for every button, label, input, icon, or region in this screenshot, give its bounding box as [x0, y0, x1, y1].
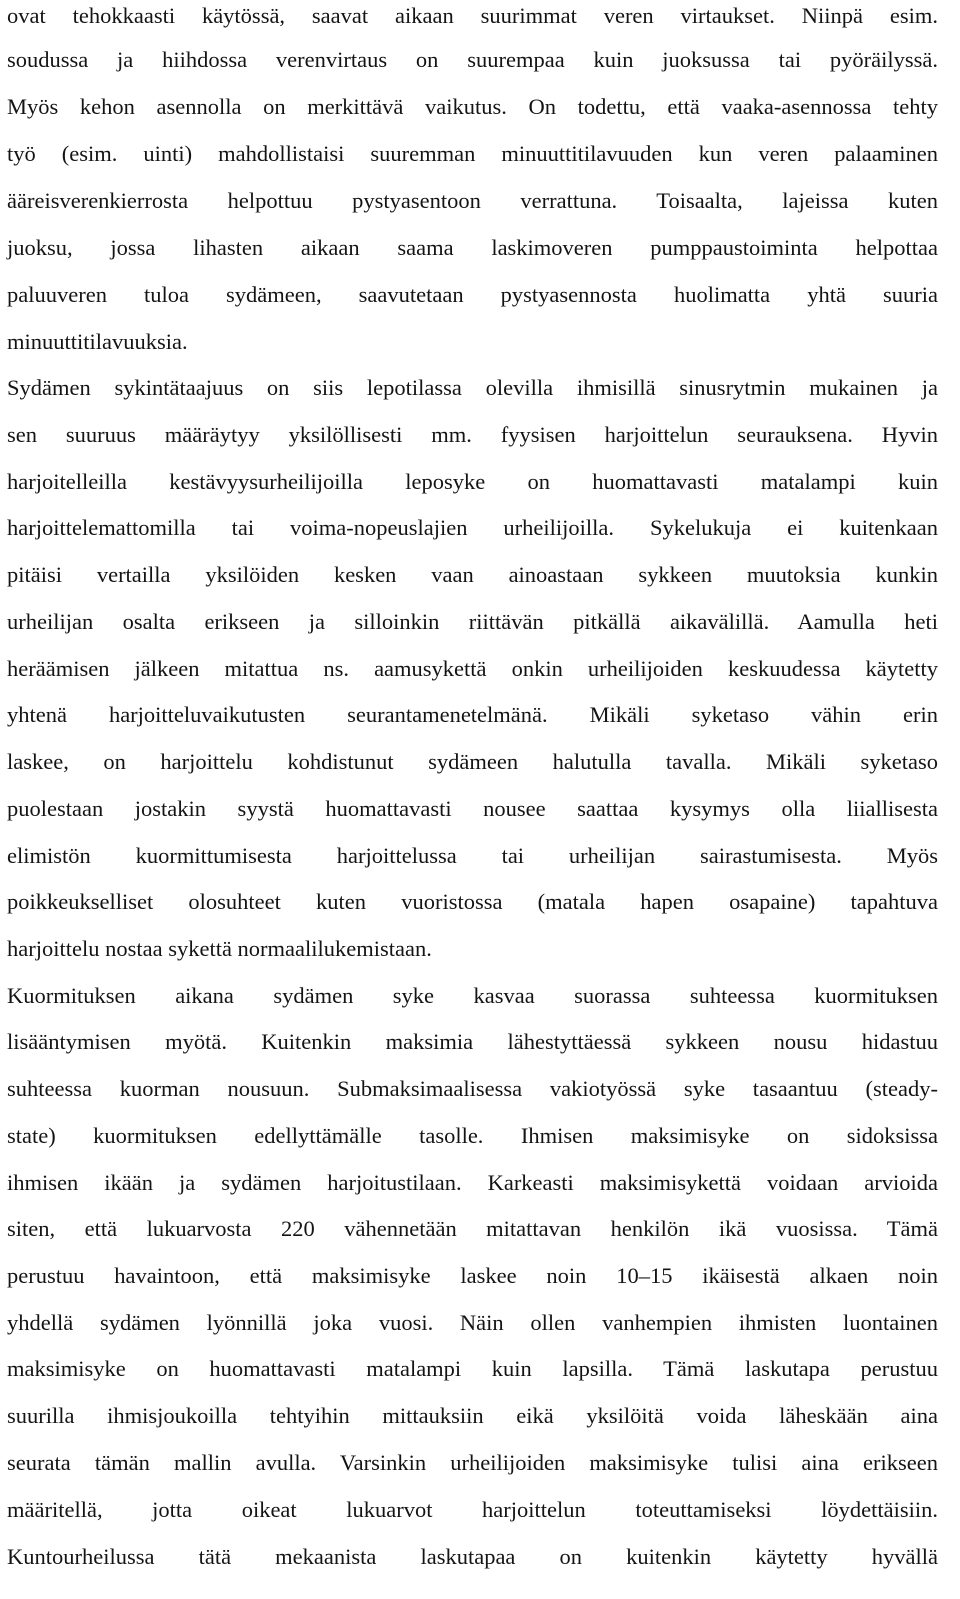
text-line: suurilla ihmisjoukoilla tehtyihin mittauksiin eikä yksilöitä voida läheskään aina — [7, 1403, 938, 1428]
text-line: Kuormituksen aikana sydämen syke kasvaa suorassa suhteessa kuormituksen — [7, 983, 938, 1008]
text-line: soudussa ja hiihdossa verenvirtaus on suurempaa kuin juoksussa tai pyöräilyssä. — [7, 47, 938, 72]
text-line: lisääntymisen myötä. Kuitenkin maksimia lähestyttäessä sykkeen nousu hidastuu — [7, 1029, 938, 1054]
text-line: pitäisi vertailla yksilöiden kesken vaan ainoastaan sykkeen muutoksia kunkin — [7, 562, 938, 587]
text-line: juoksu, jossa lihasten aikaan saama laskimoveren pumppaustoiminta helpottaa — [7, 235, 938, 260]
text-line: urheilijan osalta erikseen ja silloinkin riittävän pitkällä aikavälillä. Aamulla heti — [7, 609, 938, 634]
text-line: harjoitelleilla kestävyysurheilijoilla leposyke on huomattavasti matalampi kuin — [7, 469, 938, 494]
text-line: siten, että lukuarvosta 220 vähennetään mitattavan henkilön ikä vuosissa. Tämä — [7, 1216, 938, 1241]
text-line: sen suuruus määräytyy yksilöllisesti mm. fyysisen harjoittelun seurauksena. Hyvin — [7, 422, 938, 447]
text-line: suhteessa kuorman nousuun. Submaksimaalisessa vakiotyössä syke tasaantuu (steady- — [7, 1076, 938, 1101]
text-line: yhtenä harjoitteluvaikutusten seurantamenetelmänä. Mikäli syketaso vähin erin — [7, 702, 938, 727]
text-line: puolestaan jostakin syystä huomattavasti nousee saattaa kysymys olla liiallisesta — [7, 796, 938, 821]
text-line: seurata tämän mallin avulla. Varsinkin urheilijoiden maksimisyke tulisi aina erikseen — [7, 1450, 938, 1475]
text-line: perustuu havaintoon, että maksimisyke laskee noin 10–15 ikäisestä alkaen noin — [7, 1263, 938, 1288]
text-line: Myös kehon asennolla on merkittävä vaikutus. On todettu, että vaaka-asennossa tehty — [7, 94, 938, 119]
text-line: paluuveren tuloa sydämeen, saavutetaan pystyasennosta huolimatta yhtä suuria — [7, 282, 938, 307]
text-line: määritellä, jotta oikeat lukuarvot harjoittelun toteuttamiseksi löydettäisiin. — [7, 1497, 938, 1522]
text-line: heräämisen jälkeen mitattua ns. aamusykettä onkin urheilijoiden keskuudessa käytetty — [7, 656, 938, 681]
text-line: poikkeukselliset olosuhteet kuten vuoristossa (matala hapen osapaine) tapahtuva — [7, 889, 938, 914]
text-line: Sydämen sykintätaajuus on siis lepotilassa olevilla ihmisillä sinusrytmin mukainen ja — [7, 375, 938, 400]
text-line: työ (esim. uinti) mahdollistaisi suuremman minuuttitilavuuden kun veren palaaminen — [7, 141, 938, 166]
text-line: harjoittelu nostaa sykettä normaalilukemistaan. — [7, 936, 432, 961]
text-line: harjoittelemattomilla tai voima-nopeuslajien urheilijoilla. Sykelukuja ei kuitenkaan — [7, 515, 938, 540]
text-line: Kuntourheilussa tätä mekaanista laskutapaa on kuitenkin käytetty hyvällä — [7, 1544, 938, 1569]
text-line: maksimisyke on huomattavasti matalampi kuin lapsilla. Tämä laskutapa perustuu — [7, 1356, 938, 1381]
text-line: laskee, on harjoittelu kohdistunut sydämeen halutulla tavalla. Mikäli syketaso — [7, 749, 938, 774]
text-line: state) kuormituksen edellyttämälle tasolle. Ihmisen maksimisyke on sidoksissa — [7, 1123, 938, 1148]
text-line: minuuttitilavuuksia. — [7, 329, 188, 354]
text-line: yhdellä sydämen lyönnillä joka vuosi. Näin ollen vanhempien ihmisten luontainen — [7, 1310, 938, 1335]
text-line: ovat tehokkaasti käytössä, saavat aikaan suurimmat veren virtaukset. Niinpä esim. — [7, 3, 938, 28]
text-line: ihmisen ikään ja sydämen harjoitustilaan. Karkeasti maksimisykettä voidaan arvioida — [7, 1170, 938, 1195]
text-line: elimistön kuormittumisesta harjoittelussa tai urheilijan sairastumisesta. Myös — [7, 843, 938, 868]
text-line: ääreisverenkierrosta helpottuu pystyasentoon verrattuna. Toisaalta, lajeissa kuten — [7, 188, 938, 213]
